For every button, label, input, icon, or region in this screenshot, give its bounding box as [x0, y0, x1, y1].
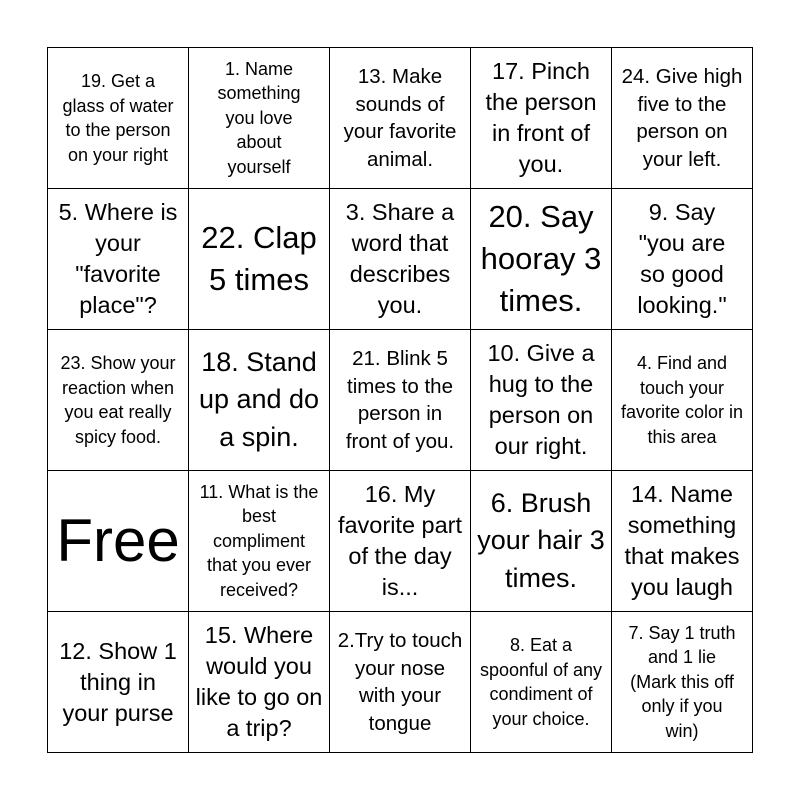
cell-text: 20. Say hooray 3 times. — [480, 199, 602, 318]
bingo-cell[interactable] — [48, 48, 189, 189]
bingo-cell[interactable] — [471, 189, 612, 330]
cell-text: 3. Share a word that describes you. — [345, 199, 455, 318]
bingo-cell[interactable] — [189, 471, 330, 612]
bingo-cell[interactable] — [612, 612, 753, 753]
cell-text: 9. Say "you are so good looking." — [637, 199, 727, 318]
bingo-cell[interactable] — [189, 189, 330, 330]
cell-text: 12. Show 1 thing in your purse — [59, 637, 177, 726]
bingo-cell[interactable] — [471, 612, 612, 753]
cell-text: 4. Find and touch your favorite color in this area — [620, 353, 744, 447]
bingo-cell[interactable] — [612, 189, 753, 330]
bingo-cell[interactable] — [189, 48, 330, 189]
bingo-cell[interactable] — [612, 330, 753, 471]
cell-text: 18. Stand up and do a spin. — [198, 346, 320, 452]
bingo-cell[interactable] — [48, 612, 189, 753]
bingo-cell[interactable] — [189, 330, 330, 471]
cell-text: 16. My favorite part of the day is... — [337, 481, 463, 600]
bingo-cell[interactable] — [330, 330, 471, 471]
cell-text: 6. Brush your hair 3 times. — [477, 487, 605, 593]
bingo-cell[interactable] — [330, 471, 471, 612]
bingo-cell[interactable] — [189, 612, 330, 753]
cell-text: 17. Pinch the person in front of you. — [485, 58, 597, 177]
cell-text: 22. Clap 5 times — [201, 220, 317, 297]
bingo-cell[interactable] — [330, 48, 471, 189]
cell-text: 1. Name something you love about yourself — [217, 58, 301, 177]
bingo-cell[interactable] — [48, 189, 189, 330]
bingo-cell[interactable] — [330, 189, 471, 330]
cell-text: 24. Give high five to the person on your left. — [621, 65, 743, 171]
free-space[interactable] — [48, 471, 189, 612]
bingo-cell[interactable] — [48, 330, 189, 471]
cell-text: 19. Get a glass of water to the person on your right — [62, 71, 174, 165]
bingo-cell[interactable] — [612, 48, 753, 189]
bingo-cell[interactable] — [471, 330, 612, 471]
bingo-cell[interactable] — [471, 471, 612, 612]
cell-text: 15. Where would you like to go on a trip? — [195, 622, 323, 741]
cell-text: 8. Eat a spoonful of any condiment of your choice. — [479, 635, 603, 729]
cell-text: 11. What is the best compliment that you ever received? — [199, 481, 319, 600]
cell-text: 14. Name something that makes you laugh — [624, 481, 740, 600]
cell-text: 23. Show your reaction when you eat really spicy food. — [60, 353, 176, 447]
bingo-cell[interactable] — [471, 48, 612, 189]
cell-text: 21. Blink 5 times to the person in front of you. — [345, 347, 455, 453]
cell-text: 13. Make sounds of your favorite animal. — [343, 65, 457, 171]
cell-text: 7. Say 1 truth and 1 lie (Mark this off only if you win) — [628, 622, 736, 741]
cell-text: Free — [56, 507, 180, 574]
bingo-cell[interactable] — [612, 471, 753, 612]
bingo-cell[interactable] — [330, 612, 471, 753]
cell-text: 2.Try to touch your nose with your tongue — [337, 629, 463, 735]
cell-text: 5. Where is your "favorite place"? — [58, 199, 178, 318]
cell-text: 10. Give a hug to the person on our right. — [487, 340, 595, 459]
bingo-board — [47, 47, 753, 753]
